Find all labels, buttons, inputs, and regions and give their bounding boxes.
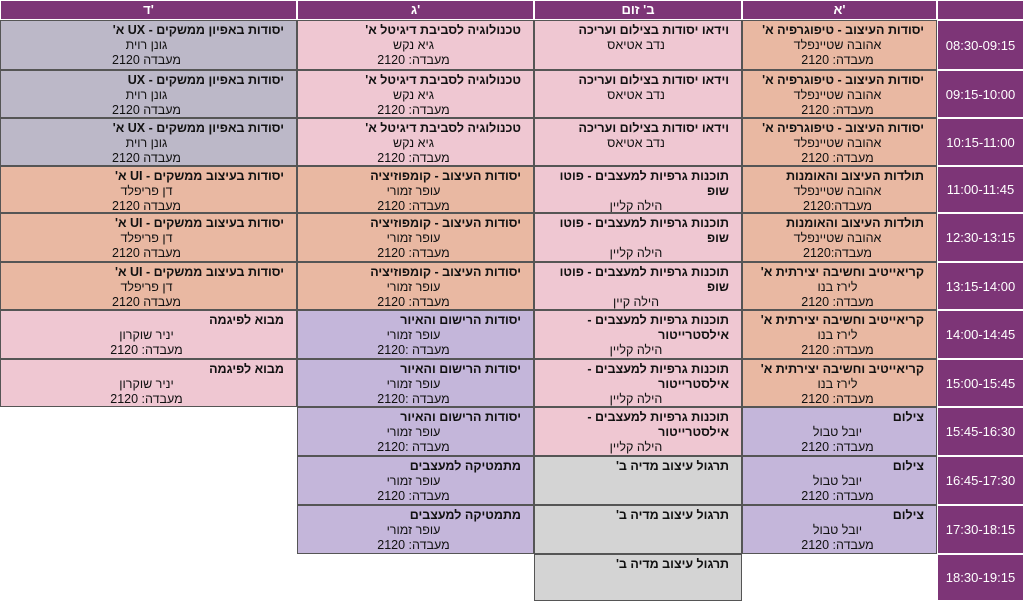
course-title: יסודות העיצוב - טיפוגרפיה א' — [762, 73, 924, 87]
room-label: מעבדה: 2120 — [801, 440, 874, 454]
room-label: מעבדה: 2120 — [377, 199, 450, 213]
lecturer-name: לירז בנו — [817, 280, 858, 294]
course-cell — [297, 213, 534, 262]
lecturer-name: דן פריפלד — [120, 280, 173, 294]
lecturer-name: יובל טבול — [812, 474, 863, 488]
course-title: טכנולוגיה לסביבת דיגיטל א' — [365, 73, 521, 87]
room-label: מעבדה: 2120 — [801, 392, 874, 406]
time-slot: 15:00-15:45 — [937, 359, 1024, 407]
course-cell — [0, 262, 297, 310]
course-title: צילום — [892, 410, 924, 424]
course-cell — [742, 166, 937, 213]
course-title: יסודות העיצוב - קומפוזיציה — [370, 216, 521, 230]
course-title: וידאו יסודות בצילום ועריכה — [578, 121, 729, 135]
course-cell — [742, 407, 937, 456]
course-title: תרגול עיצוב מדיה ב' — [615, 459, 729, 473]
course-title: יסודות בעיצוב ממשקים - UI א' — [114, 169, 284, 183]
lecturer-name: גונן רוית — [125, 136, 168, 150]
room-label: מעבדה: 2120 — [377, 295, 450, 309]
course-cell — [297, 310, 534, 359]
empty-cell — [742, 554, 937, 601]
room-label: מעבדה :2120 — [377, 343, 450, 357]
course-cell — [297, 262, 534, 310]
course-cell — [742, 118, 937, 166]
course-cell — [534, 456, 742, 505]
course-cell — [742, 262, 937, 310]
lecturer-name: עופר זמורי — [386, 474, 441, 488]
header-day-b: ב' זום — [534, 0, 742, 20]
course-title: יסודות העיצוב - קומפוזיציה — [370, 265, 521, 279]
lecturer-name: אהובה שטיינפלד — [793, 231, 882, 245]
lecturer-name: יובל טבול — [812, 523, 863, 537]
room-label: מעבדה :2120 — [377, 392, 450, 406]
course-title: תוכנות גרפיות למעצבים - אילסטרייטור — [587, 313, 729, 342]
course-title: מבוא לפיגמה — [209, 313, 284, 327]
course-title: וידאו יסודות בצילום ועריכה — [578, 23, 729, 37]
lecturer-name: הילה קליין — [609, 392, 663, 406]
room-label: מעבדה: 2120 — [801, 343, 874, 357]
lecturer-name: גונן רוית — [125, 38, 168, 52]
empty-cell — [0, 505, 297, 554]
lecturer-name: הילה קליין — [609, 343, 663, 357]
course-title: תוכנות גרפיות למעצבים - פוטו שופ — [559, 169, 729, 198]
course-cell — [742, 310, 937, 359]
course-title: טכנולוגיה לסביבת דיגיטל א' — [365, 121, 521, 135]
time-slot: 09:15-10:00 — [937, 70, 1024, 118]
lecturer-name: דן פריפלד — [120, 231, 173, 245]
course-cell — [742, 70, 937, 118]
room-label: מעבדה: 2120 — [377, 246, 450, 260]
course-title: יסודות הרישום והאיור — [400, 313, 521, 327]
course-cell — [297, 456, 534, 505]
course-cell — [534, 262, 742, 310]
room-label: מעבדה: 2120 — [377, 538, 450, 552]
room-label: מעבדה: 2120 — [377, 53, 450, 67]
course-title: קריאייטיב וחשיבה יצירתית א' — [760, 362, 924, 376]
course-cell — [297, 359, 534, 407]
time-slot: 08:30-09:15 — [937, 20, 1024, 70]
course-title: תולדות העיצוב והאומנות — [786, 216, 924, 230]
course-title: יסודות באפיון ממשקים - UX — [127, 73, 284, 87]
course-cell — [0, 118, 297, 166]
course-title: טכנולוגיה לסביבת דיגיטל א' — [365, 23, 521, 37]
course-cell — [0, 213, 297, 262]
course-cell — [534, 118, 742, 166]
course-title: תוכנות גרפיות למעצבים - אילסטרייטור — [587, 410, 729, 439]
time-slot: 10:15-11:00 — [937, 118, 1024, 166]
lecturer-name: לירז בנו — [817, 328, 858, 342]
lecturer-name: גיא נקש — [393, 88, 434, 102]
course-cell — [534, 310, 742, 359]
time-slot: 16:45-17:30 — [937, 456, 1024, 505]
room-label: מעבדה 2120 — [112, 53, 181, 67]
course-title: יסודות הרישום והאיור — [400, 362, 521, 376]
course-cell — [742, 213, 937, 262]
room-label: מעבדה: 2120 — [377, 151, 450, 165]
course-title: יסודות העיצוב - קומפוזיציה — [370, 169, 521, 183]
lecturer-name: עופר זמורי — [386, 184, 441, 198]
room-label: מעבדה: 2120 — [801, 151, 874, 165]
lecturer-name: עופר זמורי — [386, 425, 441, 439]
course-title: תוכנות גרפיות למעצבים - פוטו שופ — [559, 265, 729, 294]
course-cell — [0, 359, 297, 407]
course-cell — [742, 456, 937, 505]
room-label: מעבדה:2120 — [803, 246, 872, 260]
course-cell — [0, 166, 297, 213]
course-title: צילום — [892, 508, 924, 522]
room-label: מעבדה: 2120 — [801, 489, 874, 503]
course-title: יסודות העיצוב - טיפוגרפיה א' — [762, 121, 924, 135]
lecturer-name: עופר זמורי — [386, 523, 441, 537]
course-cell — [0, 310, 297, 359]
course-cell — [742, 20, 937, 70]
lecturer-name: עופר זמורי — [386, 328, 441, 342]
course-cell — [534, 166, 742, 213]
course-cell — [297, 166, 534, 213]
course-cell — [0, 20, 297, 70]
course-title: תולדות העיצוב והאומנות — [786, 169, 924, 183]
course-cell — [297, 118, 534, 166]
room-label: מעבדה :2120 — [377, 440, 450, 454]
room-label: מעבדה 2120 — [112, 103, 181, 117]
course-cell — [534, 407, 742, 456]
course-title: מתמטיקה למעצבים — [409, 508, 521, 522]
room-label: מעבדה 2120 — [112, 151, 181, 165]
course-title: יסודות הרישום והאיור — [400, 410, 521, 424]
lecturer-name: הילה קליין — [609, 440, 663, 454]
lecturer-name: אהובה שטיינפלד — [793, 38, 882, 52]
lecturer-name: דן פריפלד — [120, 184, 173, 198]
empty-cell — [0, 554, 297, 601]
course-title: יסודות באפיון ממשקים - UX א' — [112, 23, 284, 37]
time-slot: 11:00-11:45 — [937, 166, 1024, 213]
course-cell — [742, 359, 937, 407]
course-title: וידאו יסודות בצילום ועריכה — [578, 73, 729, 87]
lecturer-name: נדב אטיאס — [607, 38, 665, 52]
header-day-d: ד' — [0, 0, 297, 20]
lecturer-name: עופר זמורי — [386, 280, 441, 294]
lecturer-name: אהובה שטיינפלד — [793, 88, 882, 102]
header-day-c: ג' — [297, 0, 534, 20]
lecturer-name: הילה קליין — [609, 246, 663, 260]
course-title: יסודות העיצוב - טיפוגרפיה א' — [762, 23, 924, 37]
time-slot: 14:00-14:45 — [937, 310, 1024, 359]
course-cell — [534, 359, 742, 407]
course-title: יסודות באפיון ממשקים - UX א' — [112, 121, 284, 135]
lecturer-name: הילה קיין — [612, 295, 660, 309]
room-label: מעבדה: 2120 — [110, 343, 183, 357]
lecturer-name: יובל טבול — [812, 425, 863, 439]
lecturer-name: אהובה שטיינפלד — [793, 136, 882, 150]
course-cell — [297, 407, 534, 456]
course-title: תרגול עיצוב מדיה ב' — [615, 557, 729, 571]
room-label: מעבדה: 2120 — [377, 489, 450, 503]
time-slot: 17:30-18:15 — [937, 505, 1024, 554]
course-title: יסודות בעיצוב ממשקים - UI א' — [114, 216, 284, 230]
lecturer-name: אהובה שטיינפלד — [793, 184, 882, 198]
course-title: קריאייטיב וחשיבה יצירתית א' — [760, 313, 924, 327]
course-cell — [534, 213, 742, 262]
room-label: מעבדה: 2120 — [801, 53, 874, 67]
lecturer-name: נדב אטיאס — [607, 136, 665, 150]
room-label: מעבדה: 2120 — [801, 538, 874, 552]
course-cell — [297, 20, 534, 70]
lecturer-name: עופר זמורי — [386, 377, 441, 391]
lecturer-name: לירז בנו — [817, 377, 858, 391]
course-title: מבוא לפיגמה — [209, 362, 284, 376]
time-slot: 18:30-19:15 — [937, 554, 1024, 601]
room-label: מעבדה:2120 — [803, 199, 872, 213]
course-cell — [742, 505, 937, 554]
course-title: קריאייטיב וחשיבה יצירתית א' — [760, 265, 924, 279]
room-label: מעבדה 2120 — [112, 199, 181, 213]
lecturer-name: גיא נקש — [393, 38, 434, 52]
course-cell — [534, 70, 742, 118]
room-label: מעבדה: 2120 — [801, 295, 874, 309]
empty-cell — [297, 554, 534, 601]
lecturer-name: הילה קליין — [609, 199, 663, 213]
course-title: תוכנות גרפיות למעצבים - פוטו שופ — [559, 216, 729, 245]
course-title: יסודות בעיצוב ממשקים - UI א' — [114, 265, 284, 279]
time-slot: 13:15-14:00 — [937, 262, 1024, 310]
header-corner — [937, 0, 1024, 20]
empty-cell — [0, 407, 297, 456]
room-label: מעבדה 2120 — [112, 295, 181, 309]
course-cell — [297, 70, 534, 118]
time-slot: 12:30-13:15 — [937, 213, 1024, 262]
course-cell — [0, 70, 297, 118]
course-cell — [534, 20, 742, 70]
course-title: מתמטיקה למעצבים — [409, 459, 521, 473]
lecturer-name: נדב אטיאס — [607, 88, 665, 102]
lecturer-name: גונן רוית — [125, 88, 168, 102]
lecturer-name: יניר שוקרון — [119, 377, 174, 391]
course-cell — [534, 505, 742, 554]
header-day-a: א' — [742, 0, 937, 20]
empty-cell — [0, 456, 297, 505]
lecturer-name: עופר זמורי — [386, 231, 441, 245]
course-cell — [534, 554, 742, 601]
lecturer-name: גיא נקש — [393, 136, 434, 150]
lecturer-name: יניר שוקרון — [119, 328, 174, 342]
room-label: מעבדה: 2120 — [801, 103, 874, 117]
room-label: מעבדה: 2120 — [377, 103, 450, 117]
course-title: תוכנות גרפיות למעצבים - אילסטרייטור — [587, 362, 729, 391]
course-cell — [297, 505, 534, 554]
course-title: תרגול עיצוב מדיה ב' — [615, 508, 729, 522]
course-title: צילום — [892, 459, 924, 473]
room-label: מעבדה: 2120 — [110, 392, 183, 406]
time-slot: 15:45-16:30 — [937, 407, 1024, 456]
room-label: מעבדה 2120 — [112, 246, 181, 260]
